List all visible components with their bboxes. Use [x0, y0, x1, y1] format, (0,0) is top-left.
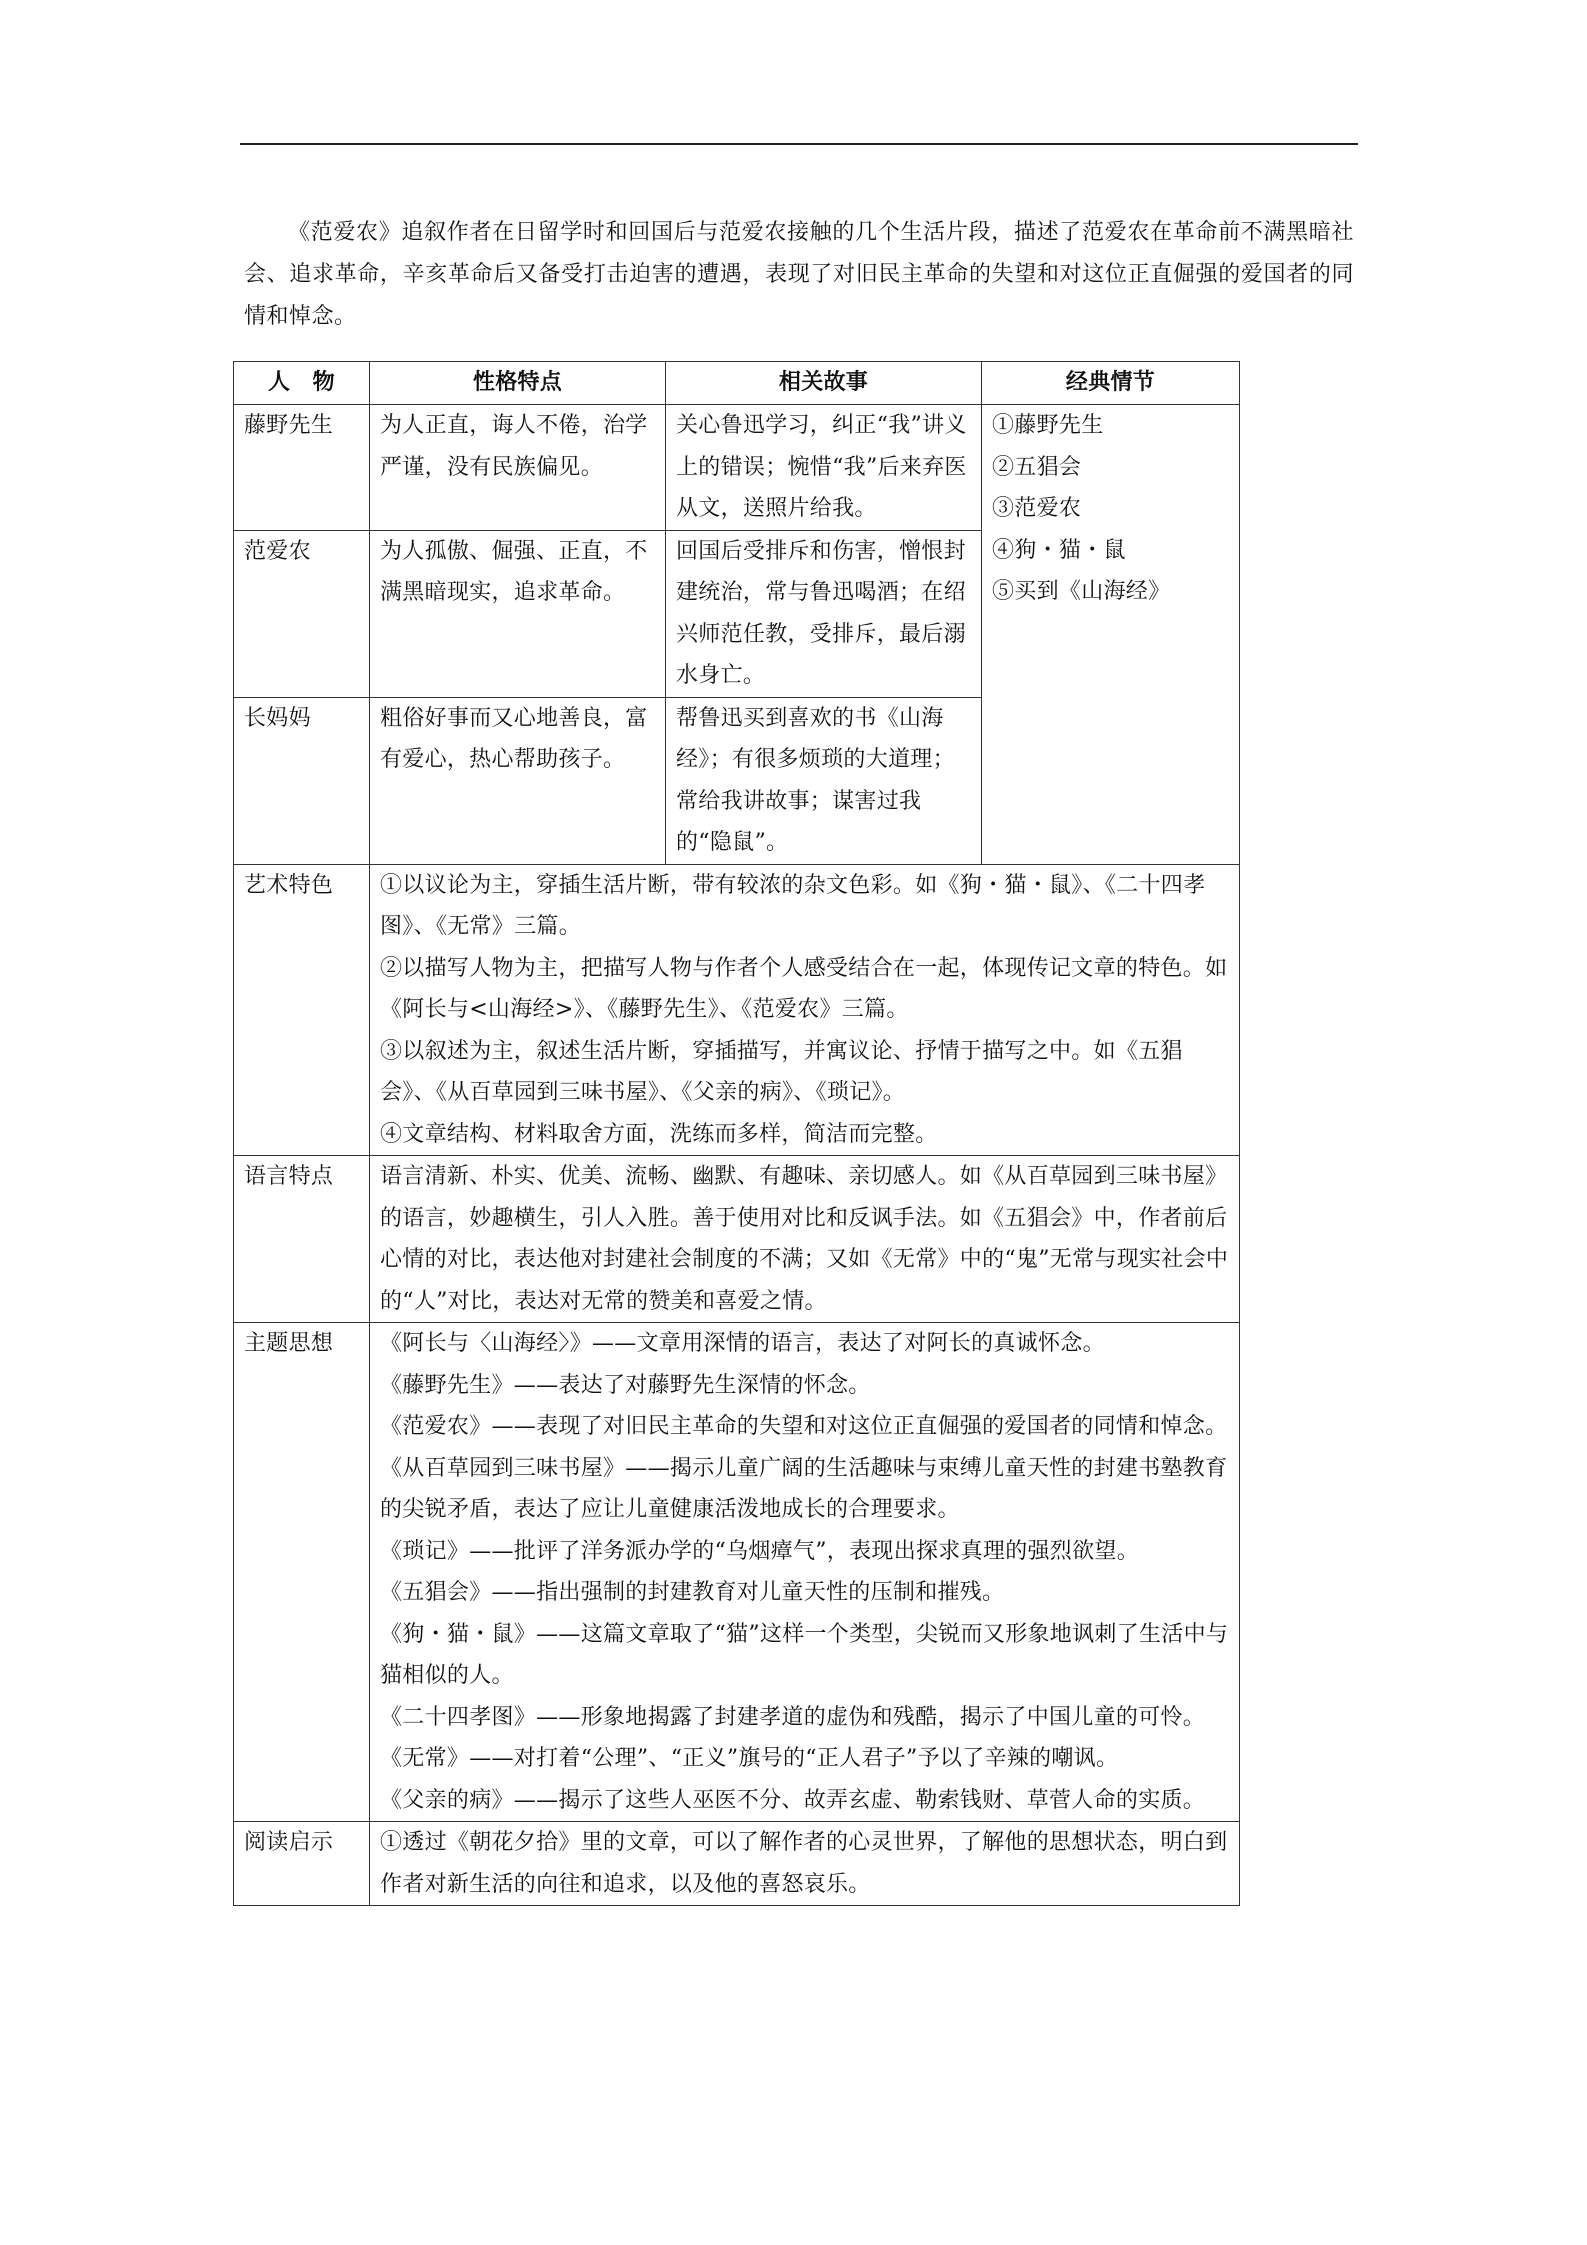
header-story: 相关故事 — [666, 362, 982, 405]
character-name: 范爱农 — [234, 530, 370, 697]
table-row-reading — [234, 1822, 1240, 1906]
theme-item: 《从百草园到三味书屋》——揭示儿童广阔的生活趣味与束缚儿童天性的封建书塾教育的尖锐矛盾，表达了应让儿童健康活泼地成长的合理要求。 — [380, 1455, 1228, 1522]
plot-item: ①藤野先生 — [992, 413, 1104, 438]
theme-item: 《狗・猫・鼠》——这篇文章取了“猫”这样一个类型，尖锐而又形象地讽刺了生活中与猫相似的人。 — [380, 1621, 1229, 1688]
reading-label: 阅读启示 — [234, 1822, 370, 1906]
plot-item: ③范爱农 — [992, 496, 1082, 521]
art-item: ③以叙述为主，叙述生活片断，穿插描写，并寓议论、抒情于描写之中。如《五猖会》、《从百草园到三味书屋》、《父亲的病》、《琐记》。 — [380, 1038, 1183, 1105]
theme-item: 《琐记》——批评了洋务派办学的“乌烟瘴气”，表现出探求真理的强烈欲望。 — [380, 1538, 1139, 1564]
character-trait: 为人正直，诲人不倦，治学严谨，没有民族偏见。 — [370, 405, 666, 531]
theme-content — [370, 1323, 1240, 1822]
table-row-theme — [234, 1323, 1240, 1822]
character-story: 关心鲁迅学习，纠正“我”讲义上的错误；惋惜“我”后来弃医从文，送照片给我。 — [666, 405, 982, 531]
language-label: 语言特点 — [234, 1156, 370, 1323]
intro-paragraph: 《范爱农》追叙作者在日留学时和回国后与范爱农接触的几个生活片段，描述了范爱农在革命前不满黑暗社会、追求革命，辛亥革命后又备受打击迫害的遭遇，表现了对旧民主革命的失望和对这位正直倔强的爱国者的同情和悼念。 — [244, 220, 1354, 329]
header-rule — [240, 143, 1358, 145]
plot-item: ②五猖会 — [992, 454, 1082, 480]
header-plot: 经典情节 — [982, 362, 1240, 405]
character-trait: 粗俗好事而又心地善良，富有爱心，热心帮助孩子。 — [370, 697, 666, 864]
art-item: ①以议论为主，穿插生活片断，带有较浓的杂文色彩。如《狗・猫・鼠》、《二十四孝图》、《无常》三篇。 — [380, 872, 1206, 939]
language-content: 语言清新、朴实、优美、流畅、幽默、有趣味、亲切感人。如《从百草园到三味书屋》的语言，妙趣横生，引人入胜。善于使用对比和反讽手法。如《五猖会》中，作者前后心情的对比，表达他对封建社会制度的不满；又如《无常》中的“鬼”无常与现实社会中的“人”对比，表达对无常的赞美和喜爱之情。 — [370, 1156, 1240, 1323]
table-row — [234, 405, 1240, 531]
theme-item: 《五猖会》——指出强制的封建教育对儿童天性的压制和摧残。 — [380, 1580, 1005, 1605]
theme-item: 《无常》——对打着“公理”、“正义”旗号的“正人君子”予以了辛辣的嘲讽。 — [380, 1746, 1119, 1771]
plot-item: ⑤买到《山海经》 — [992, 579, 1171, 604]
plot-item: ④狗・猫・鼠 — [992, 537, 1126, 563]
character-trait: 为人孤傲、倔强、正直，不满黑暗现实，追求革命。 — [370, 530, 666, 697]
theme-item: 《父亲的病》——揭示了这些人巫医不分、故弄玄虚、勒索钱财、草菅人命的实质。 — [380, 1787, 1206, 1813]
character-story: 帮鲁迅买到喜欢的书《山海经》；有很多烦琐的大道理；常给我讲故事；谋害过我的“隐鼠”。 — [666, 697, 982, 864]
theme-item: 《范爱农》——表现了对旧民主革命的失望和对这位正直倔强的爱国者的同情和悼念。 — [380, 1414, 1228, 1439]
art-content — [370, 864, 1240, 1156]
character-name: 藤野先生 — [234, 405, 370, 531]
art-item: ④文章结构、材料取舍方面，洗练而多样，简洁而完整。 — [380, 1121, 938, 1147]
art-item: ②以描写人物为主，把描写人物与作者个人感受结合在一起，体现传记文章的特色。如《阿长与<山海经>》、《藤野先生》、《范爱农》三篇。 — [380, 955, 1228, 1022]
theme-item: 《二十四孝图》——形象地揭露了封建孝道的虚伪和残酷，揭示了中国儿童的可怜。 — [380, 1704, 1206, 1730]
header-trait: 性格特点 — [370, 362, 666, 405]
theme-item: 《藤野先生》——表达了对藤野先生深情的怀念。 — [380, 1372, 871, 1398]
character-story: 回国后受排斥和伤害，憎恨封建统治，常与鲁迅喝酒；在绍兴师范任教，受排斥，最后溺水身亡。 — [666, 530, 982, 697]
theme-item: 《阿长与〈山海经〉》——文章用深情的语言，表达了对阿长的真诚怀念。 — [380, 1331, 1105, 1356]
character-name: 长妈妈 — [234, 697, 370, 864]
art-label: 艺术特色 — [234, 864, 370, 1156]
table-row-language — [234, 1156, 1240, 1323]
header-character: 人 物 — [234, 362, 370, 405]
table-header-row — [234, 362, 1240, 405]
table-row-art — [234, 864, 1240, 1156]
theme-label: 主题思想 — [234, 1323, 370, 1822]
classic-plots — [982, 405, 1240, 865]
summary-table — [233, 361, 1240, 1906]
reading-content: ①透过《朝花夕拾》里的文章，可以了解作者的心灵世界，了解他的思想状态，明白到作者对新生活的向往和追求，以及他的喜怒哀乐。 — [370, 1822, 1240, 1906]
